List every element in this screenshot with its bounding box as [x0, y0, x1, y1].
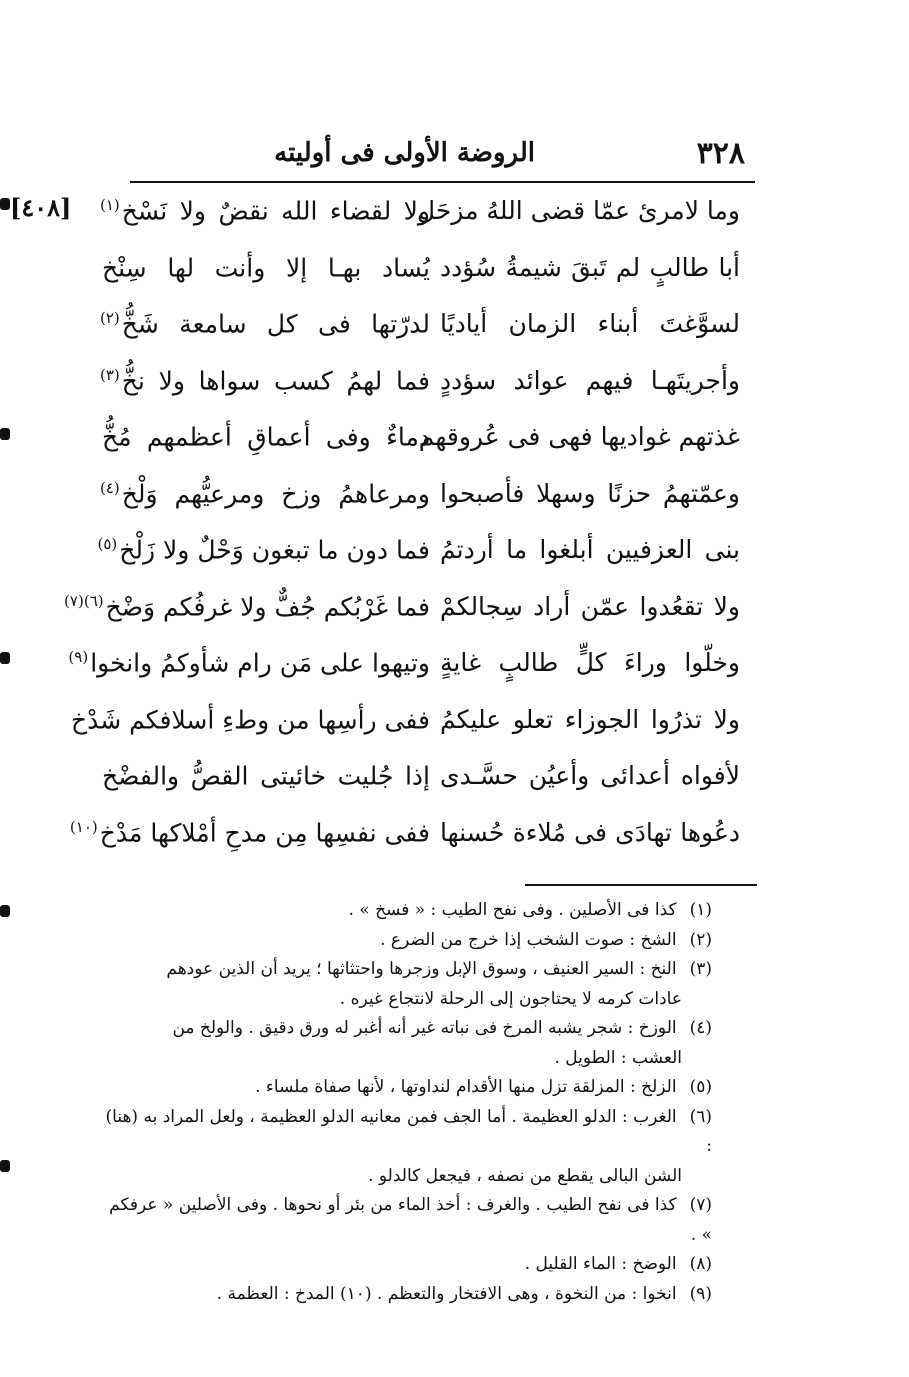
- footnote-ref: (٩): [68, 648, 89, 666]
- running-title: الروضة الأولى فى أوليته: [274, 138, 535, 168]
- second-hemistich: [100, 479, 430, 508]
- second-hemistich: [100, 309, 430, 338]
- verse: [100, 473, 740, 530]
- header-rule: [130, 181, 755, 183]
- margin-mark: [0, 905, 10, 917]
- footnote-number: (٢): [689, 929, 712, 950]
- footnote: [102, 1280, 712, 1310]
- hemistich-text: فما غَرْبُكم جُفٌّ ولا غرفُكم وَضْخ: [105, 591, 430, 621]
- first-hemistich: لأفواه أعدائى وأعيُن حسَّـدى: [440, 761, 740, 790]
- poem: [64, 190, 740, 868]
- second-hemistich: [69, 817, 430, 847]
- footnote-number: (٣): [689, 959, 712, 979]
- verse: [100, 190, 740, 247]
- verse: [100, 360, 740, 417]
- footnote-number: (٥): [689, 1077, 712, 1097]
- margin-entry-number: [٤٠٨]: [10, 193, 72, 222]
- first-hemistich: ولا تذرُوا الجوزاء تعلو عليكمُ: [440, 704, 740, 734]
- footnote-text: الزلخ : المزلقة تزل منها الأقدام لنداوتها ، لأنها صفاة ملساء .: [255, 1077, 677, 1097]
- verse: [64, 586, 740, 643]
- hemistich-text: دماءٌ وفى أعماقِ أعظمهم مُخُّ: [102, 422, 430, 452]
- first-hemistich: ولا تقعُدوا عمّن أراد سِجالكمْ: [440, 591, 740, 621]
- footnote-ref: (٣): [100, 365, 120, 384]
- page-number: ٣٢٨: [696, 136, 745, 171]
- footnote-ref: (١): [100, 196, 120, 214]
- margin-mark: [0, 652, 10, 664]
- hemistich-text: ففى رأسِها من وطءِ أسلافكم شَدْخ: [70, 704, 430, 734]
- footnote-ref: (٤): [100, 478, 120, 497]
- footnote-number: (١): [689, 900, 712, 920]
- page-header: [130, 130, 755, 180]
- footnote-rule: [525, 884, 757, 886]
- footnote: [102, 1103, 712, 1162]
- margin-mark: [0, 1160, 10, 1172]
- footnote: [102, 955, 712, 985]
- verse: [100, 303, 740, 360]
- second-hemistich: [100, 422, 430, 451]
- verse: [100, 416, 740, 473]
- footnote-ref: (٦)(٧): [64, 591, 104, 610]
- second-hemistich: [68, 648, 430, 678]
- footnote-number: (٩): [689, 1283, 712, 1304]
- footnote: [102, 1014, 712, 1044]
- footnote-text: الوضخ : الماء القليل .: [524, 1254, 677, 1274]
- margin-mark: [0, 428, 10, 440]
- footnote-text: الغرب : الدلو العظيمة . أما الجف فمن معانيه الدلو العظيمة ، ولعل المراد به (هنا) :: [105, 1106, 712, 1156]
- hemistich-text: إذا جُليت خائيتى القصُّ والفضْخ: [102, 761, 430, 791]
- verse: [100, 247, 740, 304]
- footnote-ref: (٥): [97, 535, 118, 553]
- hemistich-text: ولا لقضاء الله نقضٌ ولا نَسْخ: [121, 196, 430, 226]
- first-hemistich: وأجريتَهـا فيهم عوائد سؤددٍ: [440, 365, 740, 395]
- first-hemistich: وعمّتهمُ حزنًا وسهلا فأصبحوا: [440, 478, 740, 508]
- first-hemistich: دعُوها تهادَى فى مُلاءة حُسنها: [440, 817, 740, 847]
- hemistich-text: يُساد بهـا إلا وأنت لها سِنْخ: [102, 252, 430, 282]
- footnote: [102, 1073, 712, 1103]
- footnote-continuation: عادات كرمه لا يحتاجون إلى الرحلة لانتجاع غيره .: [339, 988, 682, 1009]
- footnote-text: كذا فى الأصلين . وفى نفح الطيب : « فسخ » .: [348, 900, 677, 920]
- hemistich-text: فما لهمُ كسب سواها ولا نخُّ: [121, 365, 430, 395]
- first-hemistich: لسوَّغتَ أبناء الزمان أياديًا: [440, 309, 740, 338]
- footnotes: [102, 896, 712, 1309]
- footnote-continuation: الشن البالى يقطع من نصفه ، فيجعل كالدلو .: [368, 1165, 682, 1186]
- hemistich-text: ففى نفسِها مِن مدحِ أمْلاكها مَدْخ: [99, 817, 430, 847]
- verse: [97, 529, 740, 586]
- footnote-text: النخ : السير العنيف ، وسوق الإبل وزجرها واحتثاثها ؛ يريد أن الذين عودهم: [166, 959, 677, 979]
- first-hemistich: غذتهم غواديها فهى فى عُروقهم: [418, 422, 740, 451]
- footnote-text: الوزخ : شجر يشبه المرخ فى نباته غير أنه أغبر له ورق دقيق . والولخ من: [172, 1018, 677, 1038]
- second-hemistich: [100, 366, 430, 395]
- first-hemistich: أبا طالبٍ لم تَبقَ شيمةُ سُؤدد: [440, 252, 740, 282]
- second-hemistich: [97, 535, 430, 565]
- footnote-text: الشخ : صوت الشخب إذا خرج من الضرع .: [380, 929, 677, 950]
- second-hemistich: [100, 761, 430, 790]
- second-hemistich: [70, 704, 430, 734]
- footnote-number: (٨): [689, 1254, 712, 1274]
- footnote-ref: (١٠): [69, 817, 98, 836]
- verse: [69, 812, 740, 869]
- first-hemistich: وخلّوا وراءَ كلٍّ طالبٍ غايةٍ: [440, 648, 740, 677]
- footnote-number: (٧): [689, 1195, 712, 1215]
- footnote-number: (٦): [689, 1106, 712, 1127]
- verse: [100, 755, 740, 812]
- footnote-text: انخوا : من النخوة ، وهى الافتخار والتعظم . (١٠) المدخ : العظمة .: [216, 1283, 677, 1304]
- hemistich-text: لدرّتها فى كل سامعة شَخُّ: [121, 309, 430, 339]
- first-hemistich: وما لامرئ عمّا قضى اللهُ مزحَل: [416, 196, 740, 225]
- hemistich-text: ومرعاهمُ وزخ ومرعيُّهم وَلْخ: [121, 478, 430, 508]
- footnote: [102, 926, 712, 956]
- second-hemistich: [64, 591, 430, 621]
- footnote-text: كذا فى نفح الطيب . والغرف : أخذ الماء من بئر أو نحوها . وفى الأصلين « عرفكم » .: [109, 1195, 712, 1245]
- margin-mark: [0, 198, 10, 210]
- footnote: [102, 1191, 712, 1250]
- second-hemistich: [100, 253, 430, 282]
- footnote-continuation: العشب : الطويل .: [554, 1047, 682, 1068]
- second-hemistich: [100, 196, 430, 225]
- footnote-number: (٤): [689, 1018, 712, 1038]
- hemistich-text: فما دون ما تبغون وَحْلٌ ولا زَلْخ: [119, 535, 430, 565]
- verse: [68, 642, 740, 699]
- first-hemistich: بنى العزفيين أبلغوا ما أردتمُ: [440, 535, 740, 564]
- hemistich-text: وتيهوا على مَن رام شأوكمُ وانخوا: [90, 648, 430, 678]
- footnote-ref: (٢): [100, 309, 120, 327]
- footnote: [102, 896, 712, 926]
- footnote: [102, 1250, 712, 1280]
- verse: [70, 699, 740, 756]
